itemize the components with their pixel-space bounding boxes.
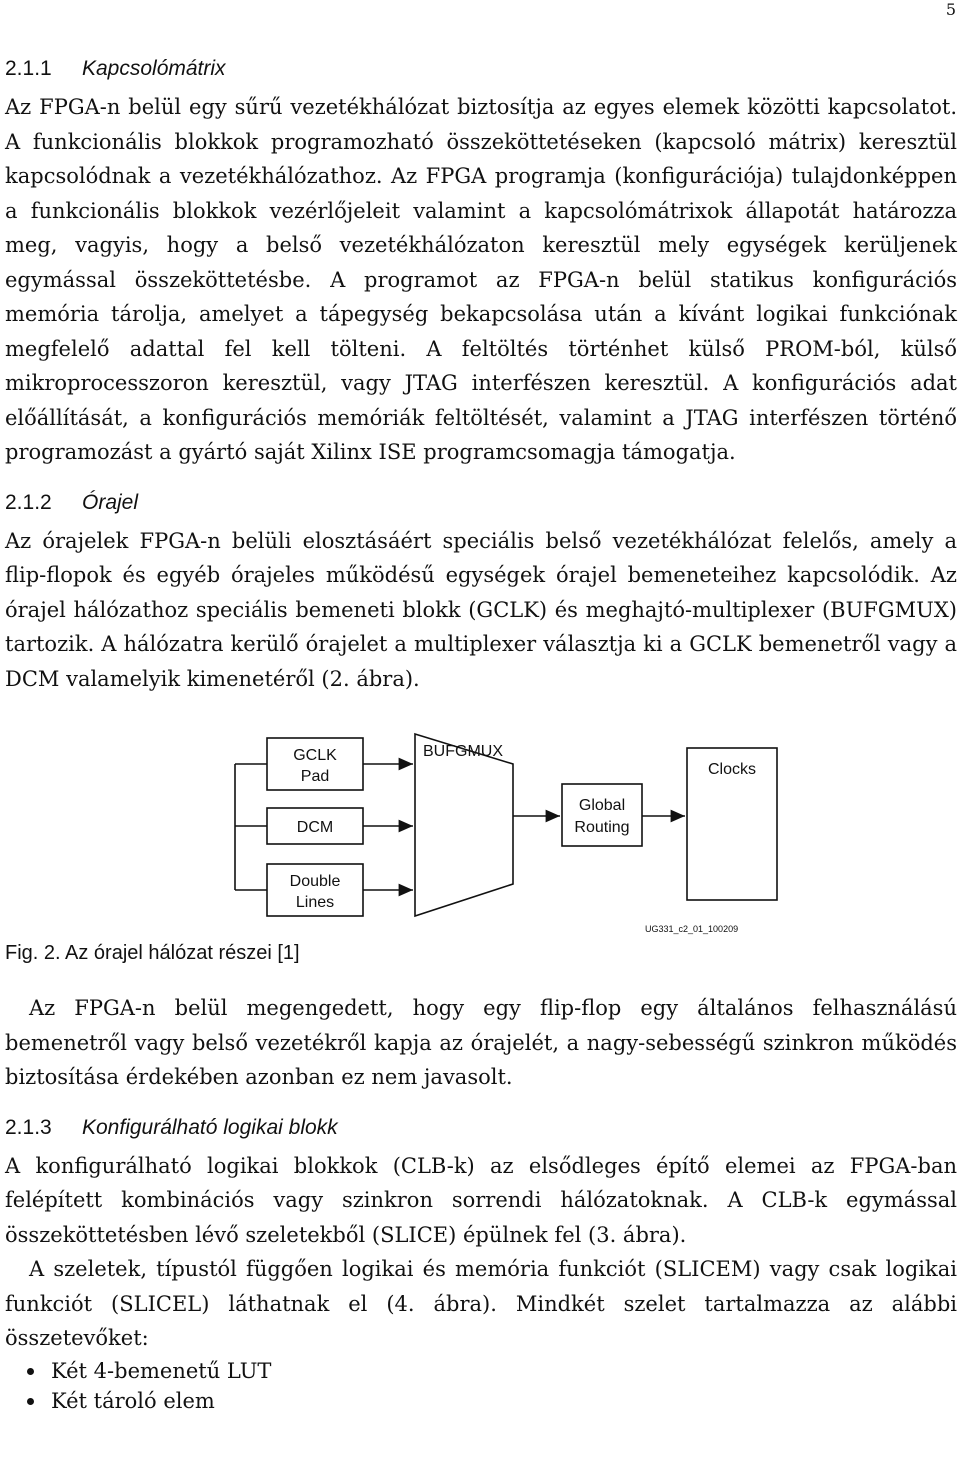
figure-id: UG331_c2_01_100209 [645,924,739,934]
bullet-icon [27,1398,34,1405]
bullet-list [5,1356,957,1416]
figure-caption: Fig. 2. Az órajel hálózat részei [1] [5,942,300,964]
section-number: 2.1.3 [5,1115,52,1139]
routing-label: Routing [574,819,630,836]
section-heading-2-1-1 [5,52,957,86]
clocks-label: Clocks [707,761,757,778]
section-title: Órajel [82,490,139,514]
double-label: Double [289,873,341,890]
paragraph-clb-intro: A konfigurálható logikai blokkok (CLB-k) az elsődleges építő elemei az FPGA-ban felépített kombinációs vagy szinkron sorrendi hálózatoknak. A CLB-k egymással összeköttetésben lévő szeletekből (SLICE) épülnek fel (3. ábra). [5,1153,957,1247]
list-item [25,1356,957,1386]
section-heading-2-1-3 [5,1111,957,1145]
lines-label: Lines [295,894,335,911]
section-number: 2.1.1 [5,57,52,80]
paragraph-after-figure: Az FPGA-n belül megengedett, hogy egy flip-flop egy általános felhasználású bemenetről vagy belső vezetékről kapja az órajelét, a nagy-sebességű szinkron működés biztosítása érdekében azonban ez nem javasolt. [5,996,957,1089]
bufgmux-mux [415,734,513,916]
paragraph-orajel: Az órajelek FPGA-n belüli elosztásáért speciális belső vezetékhálózat felelős, amely a flip-flopok és egyéb órajeles működésű egységek órajel bemeneteihez kapcsolódik. Az órajel hálózathoz speciális bemeneti blokk (GCLK) és meghajtó-multiplexer (BUFGMUX) tartozik. A hálózatra kerülő órajelet a multiplexer választja ki a GCLK bemenetről vagy a DCM valamelyik kimenetéről (2. ábra). [5,528,957,691]
list-item-text: Két 4-bemenetű LUT [51,1358,272,1383]
pad-label: Pad [300,768,330,785]
clock-network-diagram [5,724,957,939]
section-number: 2.1.2 [5,490,52,514]
bullet-icon [27,1368,34,1375]
global-label: Global [578,797,626,814]
global-routing-box [562,784,642,846]
gclk-label: GCLK [293,747,337,764]
list-item-text: Két tároló elem [51,1388,215,1413]
document-body [5,52,957,1416]
list-item [25,1386,957,1416]
section-heading-2-1-2 [5,486,957,520]
paragraph-kapcsolomatrix: Az FPGA-n belül egy sűrű vezetékhálózat biztosítja az egyes elemek közötti kapcsolatot. A funkcionális blokkok programozható összeköttetéseken (kapcsoló mátrix) keresztül kapcsolódnak a vezetékhálózathoz. Az FPGA programja (konfigurációja) tulajdonképpen a funkcionális blokkok vezérlőjeleit valamint a kapcsolómátrixok állapotát határozza meg, vagyis, hogy a belső vezetékhálózaton keresztül mely egységek kerüljenek egymással összeköttetésbe. A programot az FPGA-n belül statikus konfigurációs memória tárolja, amelyet a tápegység bekapcsolása után a kívánt logikai funkciónak megfelelő adattal fel kell tölteni. A feltöltés történhet külső PROM-ból, külső mikroprocesszoron keresztül, vagy JTAG interfészen keresztül. A konfigurációs adat előállítását, a konfigurációs memóriák feltöltését, valamint a JTAG interfészen történő programozást a gyártó saját Xilinx ISE programcsomagja támogatja. [5,95,957,464]
bufgmux-label: BUFGMUX [423,743,503,760]
paragraph-clb-slices: A szeletek, típustól függően logikai és memória funkciót (SLICEM) vagy csak logikai funkciót (SLICEL) láthatnak el (4. ábra). Mindkét szelet tartalmazza az alábbi összetevőket: [5,1257,957,1350]
clock-network-figure [5,724,957,939]
page-number: 5 [945,0,956,19]
section-title: Konfigurálható logikai blokk [82,1115,338,1139]
dcm-label: DCM [296,819,334,836]
section-title: Kapcsolómátrix [82,57,226,80]
